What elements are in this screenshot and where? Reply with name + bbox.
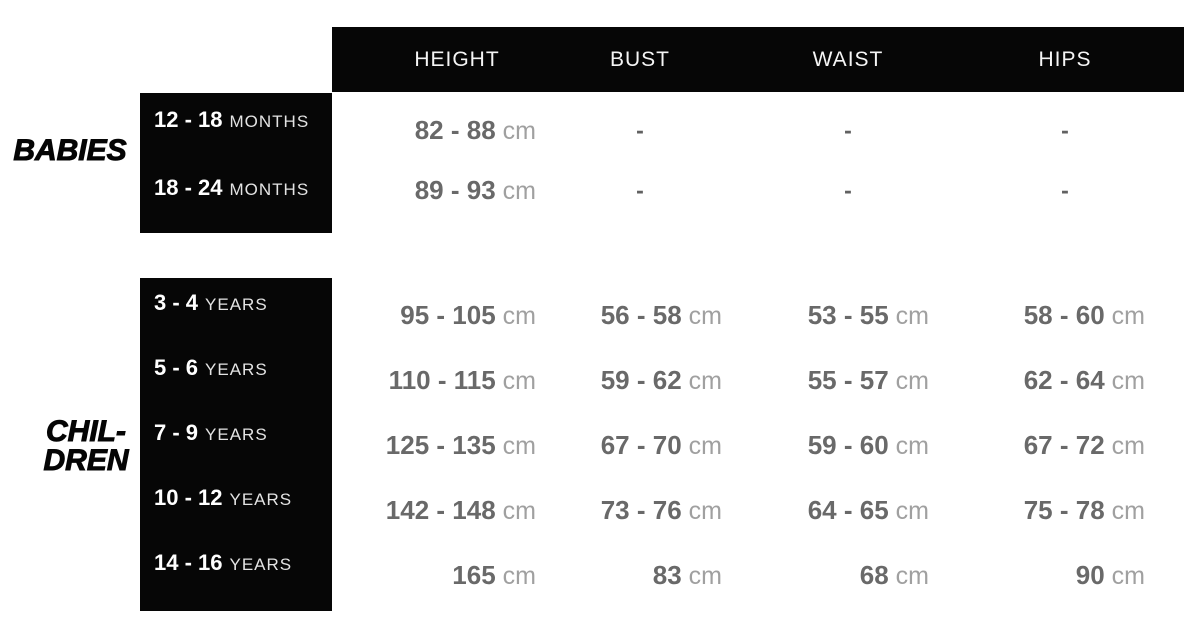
height-cell: [452, 558, 536, 592]
measurement-unit: cm: [895, 432, 929, 460]
measurement-unit: cm: [688, 562, 722, 590]
hips-cell: [1024, 363, 1145, 397]
size-unit-label: YEARS: [205, 360, 268, 379]
hips-cell: [1005, 113, 1125, 147]
measurement-value: 165: [452, 560, 496, 590]
height-cell: [415, 113, 536, 147]
measurement-unit: cm: [502, 367, 536, 395]
measurement-value: 90: [1075, 560, 1105, 590]
measurement-value: -: [636, 177, 644, 203]
measurement-value: 68: [859, 560, 889, 590]
table-header-bar: [332, 27, 1184, 92]
measurement-value: 59 - 62: [600, 365, 682, 395]
measurement-value: 142 - 148: [385, 495, 496, 525]
measurement-unit: cm: [502, 117, 536, 145]
column-header-height: HEIGHT: [414, 47, 500, 71]
measurement-unit: cm: [1111, 302, 1145, 330]
bust-cell: [653, 558, 722, 592]
group-label-line: DREN: [43, 444, 129, 477]
measurement-value: 56 - 58: [600, 300, 682, 330]
measurement-unit: cm: [502, 302, 536, 330]
measurement-unit: cm: [688, 302, 722, 330]
measurement-unit: cm: [502, 177, 536, 205]
measurement-value: 58 - 60: [1023, 300, 1105, 330]
measurement-unit: cm: [1111, 562, 1145, 590]
measurement-unit: cm: [895, 562, 929, 590]
measurement-unit: cm: [502, 432, 536, 460]
hips-cell: [1024, 493, 1145, 527]
measurement-unit: cm: [688, 432, 722, 460]
table-row: [0, 558, 1200, 592]
size-unit-label: YEARS: [229, 490, 293, 509]
table-row: [0, 428, 1200, 462]
measurement-value: 62 - 64: [1023, 365, 1105, 395]
group-label-babies: BABIES: [13, 134, 127, 167]
measurement-value: -: [636, 117, 644, 143]
size-unit-label: MONTHS: [229, 180, 310, 199]
column-header-hips: HIPS: [1038, 47, 1092, 71]
bust-cell: [601, 298, 722, 332]
measurement-value: 83: [652, 560, 682, 590]
height-cell: [389, 363, 536, 397]
waist-cell: [808, 363, 929, 397]
size-range: 14 - 16: [154, 550, 223, 575]
measurement-value: 110 - 115: [388, 365, 496, 395]
measurement-unit: cm: [502, 562, 536, 590]
table-row: [0, 113, 1200, 147]
measurement-value: 125 - 135: [385, 430, 496, 460]
height-cell: [386, 428, 536, 462]
height-cell: [400, 298, 536, 332]
measurement-unit: cm: [688, 497, 722, 525]
size-range: 3 - 4: [154, 290, 199, 315]
waist-cell: [788, 113, 908, 147]
bust-cell: [580, 173, 700, 207]
waist-cell: [808, 298, 929, 332]
size-range: 7 - 9: [154, 420, 199, 445]
measurement-value: 75 - 78: [1023, 495, 1105, 525]
hips-cell: [1005, 173, 1125, 207]
size-range: 10 - 12: [154, 485, 223, 510]
table-row: [0, 298, 1200, 332]
table-row: [0, 363, 1200, 397]
bust-cell: [601, 493, 722, 527]
measurement-value: 64 - 65: [807, 495, 889, 525]
height-cell: [386, 493, 536, 527]
bust-cell: [601, 363, 722, 397]
measurement-unit: cm: [1111, 432, 1145, 460]
measurement-value: 82 - 88: [414, 115, 496, 145]
size-unit-label: YEARS: [205, 425, 268, 444]
group-label-line: CHIL-: [46, 415, 126, 448]
measurement-value: 53 - 55: [807, 300, 889, 330]
waist-cell: [788, 173, 908, 207]
measurement-value: 67 - 72: [1023, 430, 1105, 460]
measurement-unit: cm: [895, 367, 929, 395]
measurement-value: 89 - 93: [414, 175, 496, 205]
measurement-value: 73 - 76: [600, 495, 682, 525]
hips-cell: [1024, 298, 1145, 332]
size-range: 18 - 24: [154, 175, 223, 200]
bust-cell: [601, 428, 722, 462]
measurement-value: 59 - 60: [807, 430, 889, 460]
measurement-unit: cm: [688, 367, 722, 395]
measurement-value: -: [844, 177, 852, 203]
measurement-unit: cm: [895, 302, 929, 330]
size-range: 12 - 18: [154, 107, 223, 132]
measurement-value: -: [844, 117, 852, 143]
hips-cell: [1076, 558, 1145, 592]
size-unit-label: YEARS: [229, 555, 293, 574]
waist-cell: [860, 558, 929, 592]
column-header-waist: WAIST: [812, 47, 884, 71]
table-row: [0, 493, 1200, 527]
measurement-value: 55 - 57: [807, 365, 889, 395]
measurement-unit: cm: [502, 497, 536, 525]
hips-cell: [1024, 428, 1145, 462]
measurement-unit: cm: [895, 497, 929, 525]
size-unit-label: YEARS: [205, 295, 268, 314]
size-range: 5 - 6: [154, 355, 199, 380]
height-cell: [415, 173, 536, 207]
measurement-unit: cm: [1111, 367, 1145, 395]
waist-cell: [808, 428, 929, 462]
size-unit-label: MONTHS: [229, 112, 310, 131]
measurement-value: 95 - 105: [400, 300, 496, 330]
column-header-bust: BUST: [609, 47, 671, 71]
table-row: [0, 173, 1200, 207]
measurement-value: -: [1061, 177, 1069, 203]
measurement-value: 67 - 70: [600, 430, 682, 460]
measurement-unit: cm: [1111, 497, 1145, 525]
measurement-value: -: [1061, 117, 1069, 143]
bust-cell: [580, 113, 700, 147]
waist-cell: [808, 493, 929, 527]
